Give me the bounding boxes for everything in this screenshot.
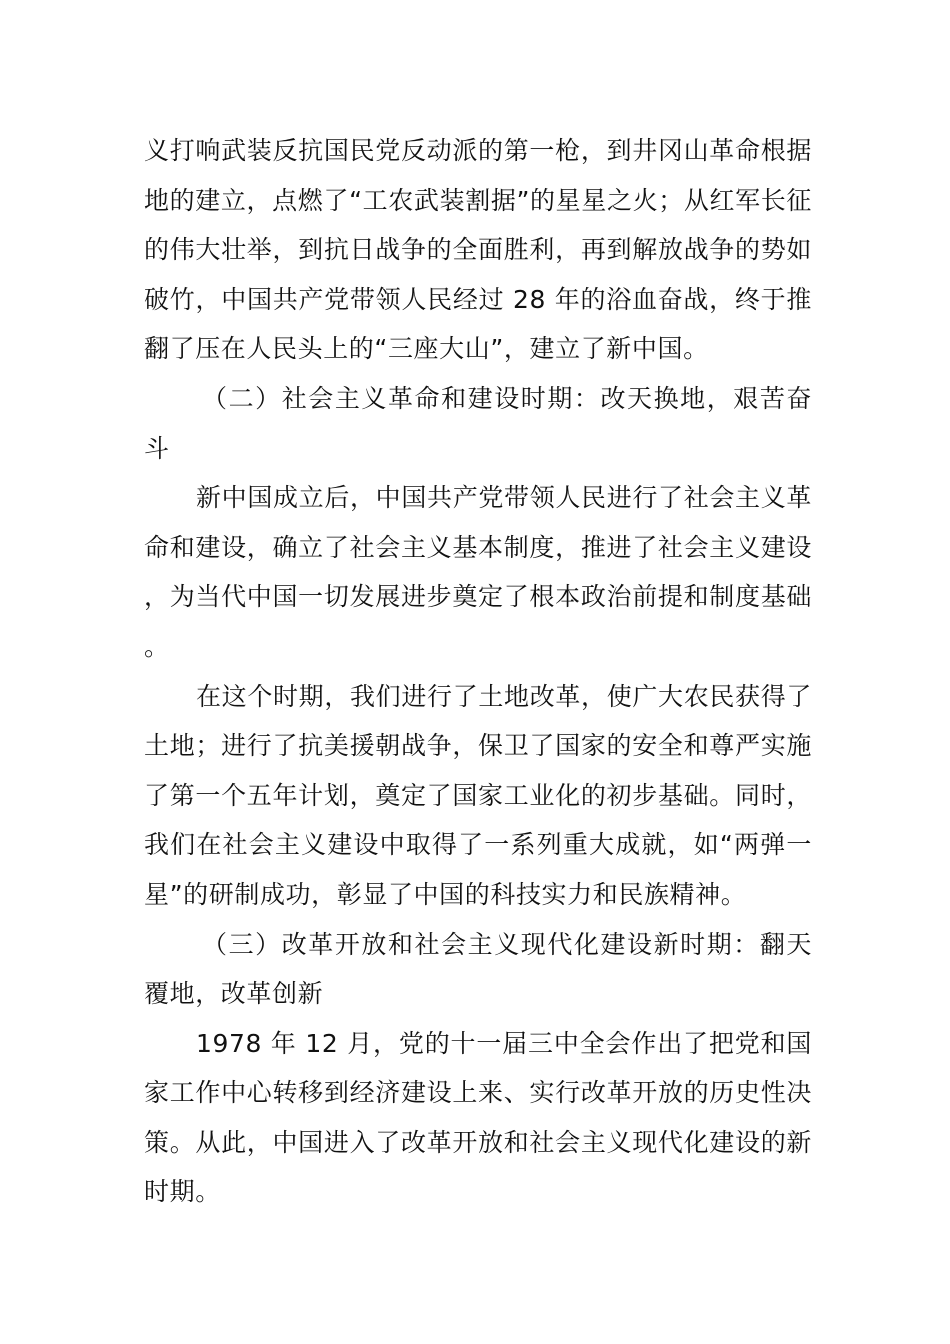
- paragraph-reform-opening: 1978 年 12 月，党的十一届三中全会作出了把党和国家工作中心转移到经济建设上来、实行改革开放的历史性决策。从此，中国进入了改革开放和社会主义现代化建设的新时期。: [144, 1028, 812, 1207]
- section-heading-3: （三）改革开放和社会主义现代化建设新时期：翻天覆地，改革创新: [144, 929, 812, 1009]
- section-heading-2: （二）社会主义革命和建设时期：改天换地，艰苦奋斗: [144, 383, 812, 463]
- paragraph-continuation: 义打响武装反抗国民党反动派的第一枪，到井冈山革命根据地的建立，点燃了“工农武装割据”的星星之火；从红军长征的伟大壮举，到抗日战争的全面胜利，再到解放战争的势如破竹，中国共产党带领人民经过 28 年的浴血奋战，终于推翻了压在人民头上的“三座大山”，建立了新中国。: [144, 136, 812, 364]
- document-body: [144, 126, 812, 1217]
- paragraph-this-period: 在这个时期，我们进行了土地改革，使广大农民获得了土地；进行了抗美援朝战争，保卫了国家的安全和尊严实施了第一个五年计划，奠定了国家工业化的初步基础。同时，我们在社会主义建设中取得了一系列重大成就，如“两弹一星”的研制成功，彰显了中国的科技实力和民族精神。: [144, 681, 812, 909]
- paragraph-new-china: 新中国成立后，中国共产党带领人民进行了社会主义革命和建设，确立了社会主义基本制度，推进了社会主义建设，为当代中国一切发展进步奠定了根本政治前提和制度基础。: [144, 483, 812, 661]
